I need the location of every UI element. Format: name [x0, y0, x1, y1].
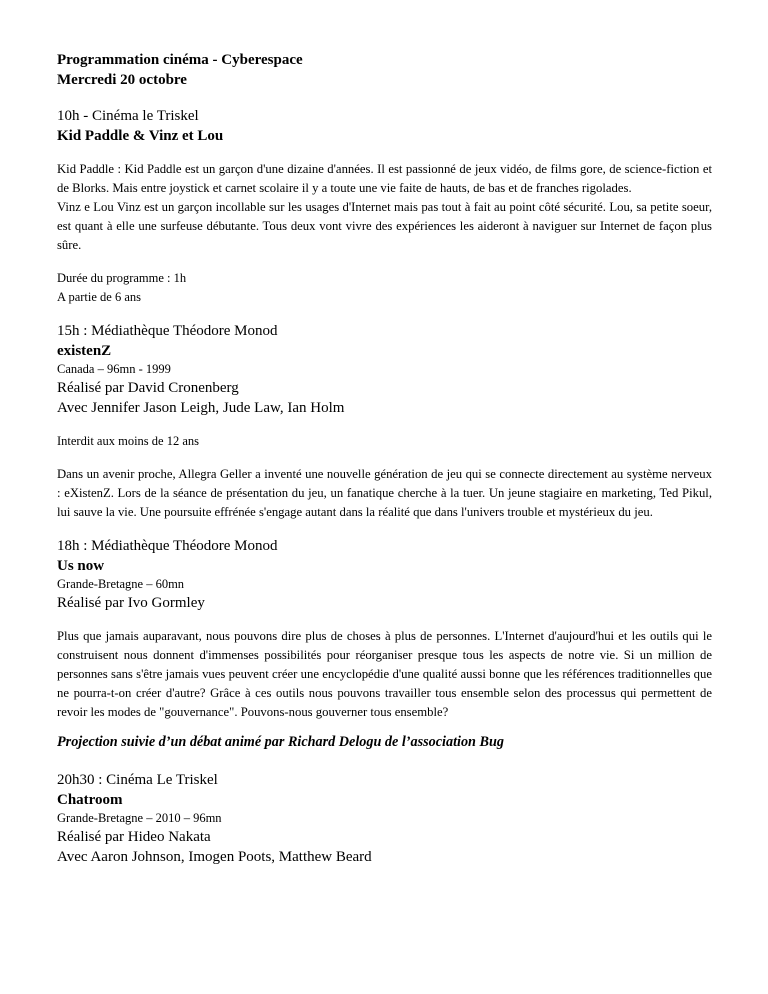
session-chatroom [57, 770, 712, 867]
age-rating: Interdit aux moins de 12 ans [57, 434, 199, 448]
film-director: Réalisé par David Cronenberg [57, 380, 239, 396]
film-title: existenZ [57, 343, 112, 359]
session-us-now [57, 536, 712, 752]
film-title: Chatroom [57, 792, 123, 808]
debate-note: Projection suivie d’un débat animé par Richard Delogu de l’association Bug [57, 734, 504, 750]
film-origin: Grande-Bretagne – 60mn [57, 577, 185, 591]
film-director: Réalisé par Hideo Nakata [57, 829, 211, 845]
film-cast: Avec Jennifer Jason Leigh, Jude Law, Ian Holm [57, 400, 345, 416]
film-cast: Avec Aaron Johnson, Imogen Poots, Matthew Beard [57, 849, 372, 865]
session-time-venue: 15h : Médiathèque Théodore Monod [57, 323, 278, 339]
session-time-venue: 20h30 : Cinéma Le Triskel [57, 772, 218, 788]
film-origin: Canada – 96mn - 1999 [57, 362, 171, 376]
document-header [57, 50, 712, 90]
session-kid-paddle [57, 106, 712, 307]
session-time-venue: 10h - Cinéma le Triskel [57, 108, 199, 124]
document-title: Programmation cinéma - Cyberespace [57, 52, 303, 68]
film-director: Réalisé par Ivo Gormley [57, 595, 205, 611]
film-description: Vinz e Lou Vinz est un garçon incollable sur les usages d'Internet mais pas tout à fait au point côté sécurité. Lou, sa petite soeur, est quant à elle une surfeuse débutante. Tous deux vont vivre des expériences les aideront à naviguer sur Internet de façon plus sûre. [57, 200, 712, 252]
film-title: Us now [57, 558, 105, 574]
session-time-venue: 18h : Médiathèque Théodore Monod [57, 538, 278, 554]
film-description: Plus que jamais auparavant, nous pouvons dire plus de choses à plus de personnes. L'Internet d'aujourd'hui et les outils qui le construisent nous donnent d'immenses possibilités pour réorganiser presque tous les aspects de notre vie. Si un million de personnes sans s'être jamais vues peuvent créer une encyclopédie d'une qualité aussi bonne que les références traditionnelles que ne pourra-t-on créer d'autre? Grâce à ces outils nous pouvons travailler tous ensemble selon des processus qui permettent de revoir les modes de "gouvernance". Pouvons-nous gouverner tous ensemble? [57, 629, 712, 719]
age-rating: A partie de 6 ans [57, 290, 142, 304]
film-title: Kid Paddle & Vinz et Lou [57, 128, 224, 144]
film-description: Kid Paddle : Kid Paddle est un garçon d'une dizaine d'années. Il est passionné de jeux vidéo, de films gore, de science-fiction et de Blorks. Mais entre joystick et carnet scolaire il y a toute une vie faite de hauts, de bas et de franches rigolades. [57, 162, 712, 195]
document-date: Mercredi 20 octobre [57, 72, 187, 88]
film-description: Dans un avenir proche, Allegra Geller a inventé une nouvelle génération de jeu qui se connecte directement au système nerveux : eXistenZ. Lors de la séance de présentation du jeu, un fanatique cherche à la tuer. Un jeune stagiaire en marketing, Ted Pikul, lui sauve la vie. Une poursuite effrénée s'engage autant dans la réalité que dans l'univers trouble et mystérieux du jeu. [57, 467, 712, 519]
session-existenz [57, 321, 712, 522]
film-origin: Grande-Bretagne – 2010 – 96mn [57, 811, 222, 825]
program-duration: Durée du programme : 1h [57, 271, 187, 285]
